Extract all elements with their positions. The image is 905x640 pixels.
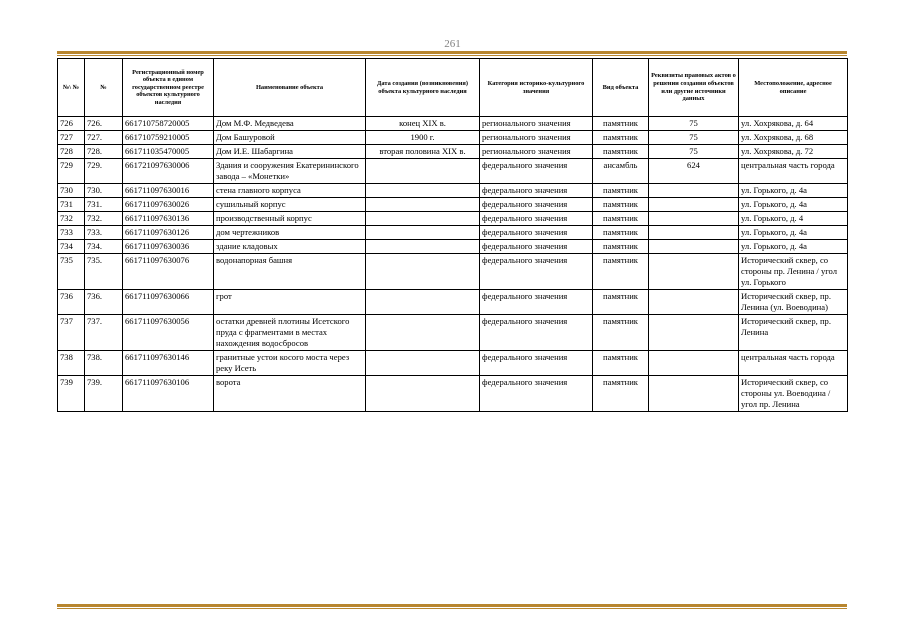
cell-object-name: Дом И.Е. Шабаргина xyxy=(214,145,366,159)
cell-number: 733. xyxy=(85,226,123,240)
table-row xyxy=(58,226,848,240)
cell-number: 734. xyxy=(85,240,123,254)
table-row xyxy=(58,351,848,376)
cell-object-type: памятник xyxy=(593,254,649,290)
cell-legal-acts xyxy=(649,315,739,351)
header-object-name: Наименование объекта xyxy=(214,59,366,117)
cell-registration-number: 661711097630056 xyxy=(123,315,214,351)
cell-creation-date xyxy=(366,226,480,240)
cell-creation-date xyxy=(366,290,480,315)
cell-object-type: памятник xyxy=(593,240,649,254)
cell-category: федерального значения xyxy=(480,290,593,315)
cell-location: ул. Горького, д. 4а xyxy=(739,240,848,254)
cell-registration-number: 661711097630076 xyxy=(123,254,214,290)
cell-category: регионального значения xyxy=(480,117,593,131)
cell-legal-acts xyxy=(649,254,739,290)
cell-index: 735 xyxy=(58,254,85,290)
table-row xyxy=(58,290,848,315)
table-row xyxy=(58,376,848,412)
cell-number: 737. xyxy=(85,315,123,351)
cell-index: 739 xyxy=(58,376,85,412)
cell-legal-acts xyxy=(649,198,739,212)
cell-index: 729 xyxy=(58,159,85,184)
table-row xyxy=(58,184,848,198)
cell-number: 729. xyxy=(85,159,123,184)
cell-registration-number: 661711097630146 xyxy=(123,351,214,376)
cell-object-type: памятник xyxy=(593,315,649,351)
cell-location: Исторический сквер, со стороны пр. Ленина / угол ул. Горького xyxy=(739,254,848,290)
cell-object-name: Здания и сооружения Екатерининского завода – «Монетки» xyxy=(214,159,366,184)
bottom-divider xyxy=(57,604,847,609)
cell-object-type: памятник xyxy=(593,145,649,159)
cell-location: ул. Горького, д. 4 xyxy=(739,212,848,226)
table-row xyxy=(58,117,848,131)
table-row xyxy=(58,145,848,159)
cell-object-type: ансамбль xyxy=(593,159,649,184)
cell-number: 726. xyxy=(85,117,123,131)
cell-object-name: грот xyxy=(214,290,366,315)
cell-registration-number: 661711097630126 xyxy=(123,226,214,240)
table-row xyxy=(58,198,848,212)
cell-category: федерального значения xyxy=(480,254,593,290)
top-divider xyxy=(57,51,847,56)
cell-index: 727 xyxy=(58,131,85,145)
cell-location: ул. Хохрякова, д. 64 xyxy=(739,117,848,131)
cell-category: регионального значения xyxy=(480,131,593,145)
cell-registration-number: 661710758720005 xyxy=(123,117,214,131)
cell-legal-acts xyxy=(649,240,739,254)
header-index: №\ № xyxy=(58,59,85,117)
cell-object-type: памятник xyxy=(593,212,649,226)
cell-registration-number: 661711097630016 xyxy=(123,184,214,198)
cell-index: 728 xyxy=(58,145,85,159)
cell-object-type: памятник xyxy=(593,226,649,240)
cell-index: 734 xyxy=(58,240,85,254)
cell-category: федерального значения xyxy=(480,198,593,212)
cell-index: 733 xyxy=(58,226,85,240)
cell-number: 738. xyxy=(85,351,123,376)
table-row xyxy=(58,315,848,351)
header-number: № xyxy=(85,59,123,117)
cell-index: 730 xyxy=(58,184,85,198)
cell-location: Исторический сквер, пр. Ленина (ул. Воеводина) xyxy=(739,290,848,315)
cell-object-type: памятник xyxy=(593,117,649,131)
cell-registration-number: 661711097630066 xyxy=(123,290,214,315)
cell-object-type: памятник xyxy=(593,184,649,198)
cell-registration-number: 661721097630006 xyxy=(123,159,214,184)
cell-location: ул. Горького, д. 4а xyxy=(739,184,848,198)
cell-object-type: памятник xyxy=(593,131,649,145)
cell-legal-acts xyxy=(649,226,739,240)
cell-number: 727. xyxy=(85,131,123,145)
cell-legal-acts xyxy=(649,376,739,412)
table-header-row xyxy=(58,59,848,117)
page-number: 261 xyxy=(444,38,461,50)
cell-number: 735. xyxy=(85,254,123,290)
cell-location: ул. Горького, д. 4а xyxy=(739,226,848,240)
cell-registration-number: 661711035470005 xyxy=(123,145,214,159)
cell-creation-date: конец XIX в. xyxy=(366,117,480,131)
cell-legal-acts xyxy=(649,351,739,376)
cell-creation-date: вторая половина XIX в. xyxy=(366,145,480,159)
header-object-type: Вид объекта xyxy=(593,59,649,117)
cell-category: федерального значения xyxy=(480,315,593,351)
header-legal-acts: Реквизиты правовых актов о решении создания объектов или другие источники данных xyxy=(649,59,739,117)
cell-legal-acts xyxy=(649,184,739,198)
cell-object-name: дом чертежников xyxy=(214,226,366,240)
cell-index: 731 xyxy=(58,198,85,212)
cell-location: Исторический сквер, пр. Ленина xyxy=(739,315,848,351)
cell-category: регионального значения xyxy=(480,145,593,159)
cell-creation-date xyxy=(366,376,480,412)
cell-object-type: памятник xyxy=(593,198,649,212)
cell-category: федерального значения xyxy=(480,376,593,412)
cell-legal-acts: 75 xyxy=(649,117,739,131)
cell-index: 726 xyxy=(58,117,85,131)
cell-object-name: остатки древней плотины Исетского пруда с фрагментами в местах нахождения водосбросов xyxy=(214,315,366,351)
cell-object-name: водонапорная башня xyxy=(214,254,366,290)
cell-object-name: Дом М.Ф. Медведева xyxy=(214,117,366,131)
table-row xyxy=(58,212,848,226)
cell-creation-date xyxy=(366,159,480,184)
cell-number: 732. xyxy=(85,212,123,226)
table-row xyxy=(58,131,848,145)
cell-location: ул. Хохрякова, д. 68 xyxy=(739,131,848,145)
cell-category: федерального значения xyxy=(480,226,593,240)
cell-legal-acts xyxy=(649,212,739,226)
cell-number: 730. xyxy=(85,184,123,198)
cell-creation-date xyxy=(366,184,480,198)
cell-registration-number: 661711097630136 xyxy=(123,212,214,226)
cell-legal-acts xyxy=(649,290,739,315)
cell-object-name: производственный корпус xyxy=(214,212,366,226)
cell-number: 731. xyxy=(85,198,123,212)
cell-location: ул. Горького, д. 4а xyxy=(739,198,848,212)
cell-number: 739. xyxy=(85,376,123,412)
table-row xyxy=(58,240,848,254)
cell-location: центральная часть города xyxy=(739,159,848,184)
heritage-registry-table xyxy=(57,58,848,412)
cell-creation-date xyxy=(366,198,480,212)
cell-object-name: Дом Башуровой xyxy=(214,131,366,145)
cell-category: федерального значения xyxy=(480,240,593,254)
table-body xyxy=(58,117,848,412)
cell-object-type: памятник xyxy=(593,351,649,376)
cell-category: федерального значения xyxy=(480,212,593,226)
table-row xyxy=(58,254,848,290)
cell-category: федерального значения xyxy=(480,184,593,198)
cell-registration-number: 661711097630106 xyxy=(123,376,214,412)
cell-object-name: стена главного корпуса xyxy=(214,184,366,198)
cell-category: федерального значения xyxy=(480,351,593,376)
cell-index: 736 xyxy=(58,290,85,315)
cell-location: центральная часть города xyxy=(739,351,848,376)
cell-registration-number: 661711097630026 xyxy=(123,198,214,212)
header-creation-date: Дата создания (возникновения) объекта культурного наследия xyxy=(366,59,480,117)
cell-creation-date xyxy=(366,351,480,376)
header-location: Местоположение, адресное описание xyxy=(739,59,848,117)
cell-creation-date xyxy=(366,212,480,226)
cell-creation-date xyxy=(366,254,480,290)
cell-legal-acts: 75 xyxy=(649,145,739,159)
cell-legal-acts: 75 xyxy=(649,131,739,145)
cell-number: 736. xyxy=(85,290,123,315)
cell-creation-date xyxy=(366,315,480,351)
cell-object-type: памятник xyxy=(593,290,649,315)
cell-object-name: сушильный корпус xyxy=(214,198,366,212)
table-row xyxy=(58,159,848,184)
cell-number: 728. xyxy=(85,145,123,159)
cell-creation-date xyxy=(366,240,480,254)
cell-object-name: здание кладовых xyxy=(214,240,366,254)
cell-location: ул. Хохрякова, д. 72 xyxy=(739,145,848,159)
cell-registration-number: 661710759210005 xyxy=(123,131,214,145)
cell-object-name: ворота xyxy=(214,376,366,412)
cell-location: Исторический сквер, со стороны ул. Воеводина / угол пр. Ленина xyxy=(739,376,848,412)
header-category: Категория историко-культурного значения xyxy=(480,59,593,117)
cell-category: федерального значения xyxy=(480,159,593,184)
cell-index: 738 xyxy=(58,351,85,376)
cell-index: 732 xyxy=(58,212,85,226)
cell-registration-number: 661711097630036 xyxy=(123,240,214,254)
cell-legal-acts: 624 xyxy=(649,159,739,184)
cell-creation-date: 1900 г. xyxy=(366,131,480,145)
cell-object-type: памятник xyxy=(593,376,649,412)
cell-object-name: гранитные устои косого моста через реку Исеть xyxy=(214,351,366,376)
header-registration-number: Регистрационный номер объекта в едином государственном реестре объектов культурного наследия xyxy=(123,59,214,117)
cell-index: 737 xyxy=(58,315,85,351)
